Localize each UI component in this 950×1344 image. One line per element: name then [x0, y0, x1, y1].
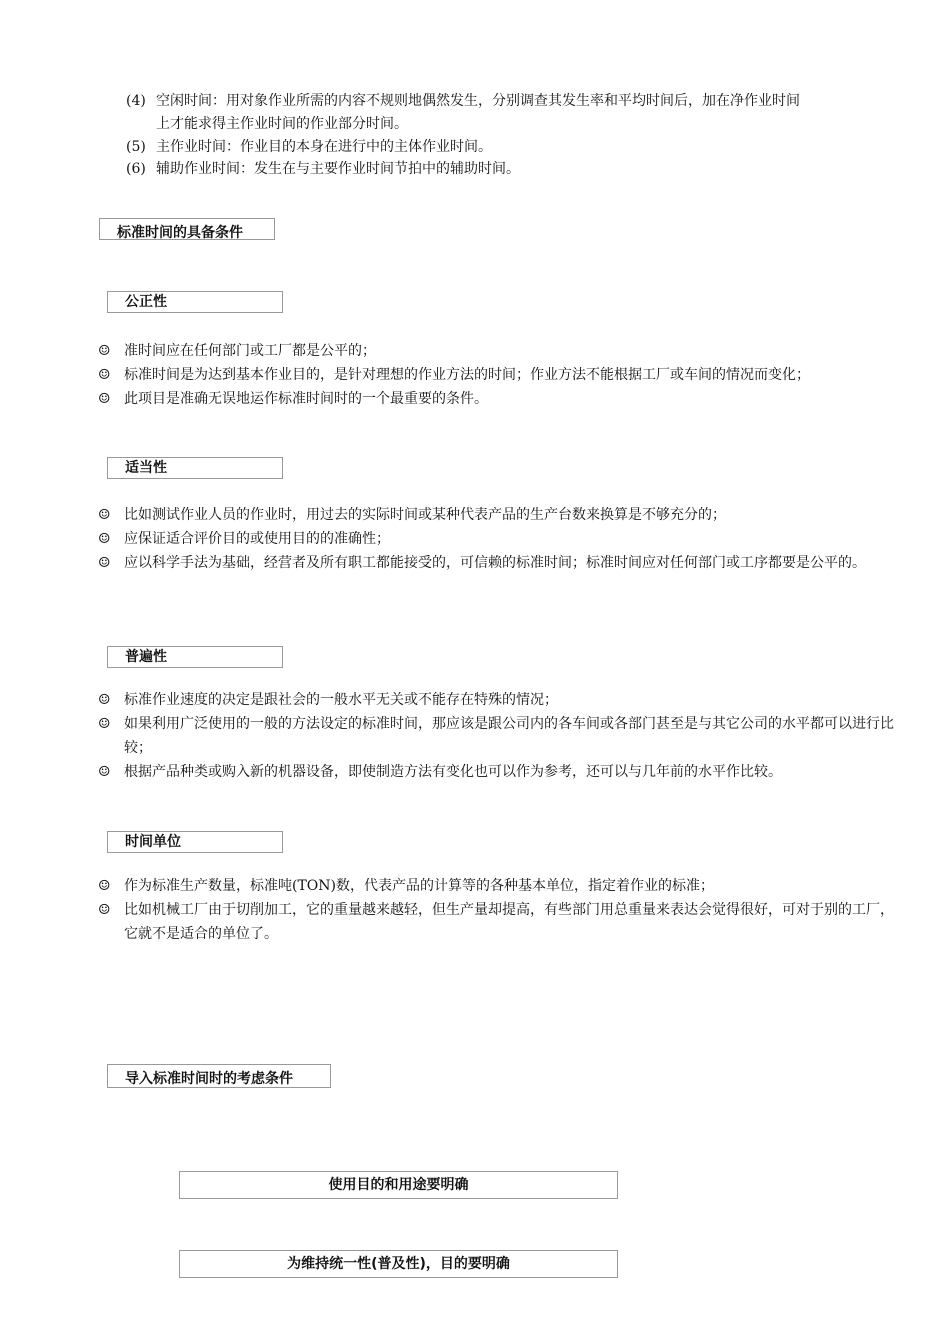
list-item-text: 比如机械工厂由于切削加工，它的重量越来越轻，但生产量却提高，有些部门用总重量来表达会觉得很好，可对于别的工厂，它就不是适合的单位了。: [124, 902, 894, 942]
list-item: [98, 688, 904, 712]
intro-item-continuation: 上才能求得主作业时间的作业部分时间。: [156, 116, 408, 132]
list-item: [98, 503, 904, 527]
list-item-text: 准时间应在任何部门或工厂都是公平的；: [124, 343, 376, 359]
list-item-text: 此项目是准确无误地运作标准时间时的一个最重要的条件。: [124, 391, 488, 407]
list-item: [98, 527, 904, 551]
consideration-box: 为维持统一性(普及性)，目的要明确: [179, 1250, 618, 1278]
intro-item: [126, 90, 800, 112]
smiley-bullet-icon: ☺: [98, 367, 111, 383]
consideration-box: 使用目的和用途要明确: [179, 1171, 618, 1199]
intro-item: [126, 136, 492, 158]
smiley-bullet-icon: ☺: [98, 692, 111, 708]
list-item: [98, 339, 904, 363]
item-text: 辅助作业时间：发生在与主要作业时间节拍中的辅助时间。: [156, 161, 520, 177]
list-item-text: 如果利用广泛使用的一般的方法设定的标准时间，那应该是跟公司内的各车间或各部门甚至是与其它公司的水平都可以进行比较；: [124, 716, 894, 756]
list-item-text: 根据产品种类或购入新的机器设备，即使制造方法有变化也可以作为参考，还可以与几年前的水平作比较。: [124, 764, 782, 780]
list-item: [98, 712, 904, 760]
smiley-bullet-icon: ☺: [98, 716, 111, 732]
heading-time-unit: 时间单位: [107, 831, 283, 853]
intro-item: [126, 158, 520, 180]
list-item-text: 比如测试作业人员的作业时，用过去的实际时间或某种代表产品的生产台数来换算是不够充分的；: [124, 507, 726, 523]
smiley-bullet-icon: ☺: [98, 531, 111, 547]
list-item: [98, 363, 904, 387]
list-item: [98, 551, 904, 575]
smiley-bullet-icon: ☺: [98, 507, 111, 523]
item-number: (5): [126, 139, 146, 155]
list-item-text: 应以科学手法为基础，经营者及所有职工都能接受的，可信赖的标准时间；标准时间应对任何部门或工序都要是公平的。: [124, 555, 866, 571]
smiley-bullet-icon: ☺: [98, 391, 111, 407]
smiley-bullet-icon: ☺: [98, 878, 111, 894]
list-item: [98, 760, 904, 784]
list-item-text: 作为标准生产数量，标准吨(TON)数，代表产品的计算等的各种基本单位，指定着作业的标准；: [124, 878, 714, 894]
smiley-bullet-icon: ☺: [98, 902, 111, 918]
list-item-text: 标准时间是为达到基本作业目的，是针对理想的作业方法的时间；作业方法不能根据工厂或车间的情况而变化；: [124, 367, 810, 383]
item-text: 主作业时间：作业目的本身在进行中的主体作业时间。: [156, 139, 492, 155]
section-title-requirements: 标准时间的具备条件: [99, 218, 275, 240]
item-number: (6): [126, 161, 146, 177]
list-item: [98, 387, 904, 411]
item-text: 空闲时间：用对象作业所需的内容不规则地偶然发生，分别调查其发生率和平均时间后，加在净作业时间: [156, 93, 800, 109]
smiley-bullet-icon: ☺: [98, 343, 111, 359]
list-item: [98, 898, 904, 946]
heading-universality: 普遍性: [107, 646, 283, 668]
item-number: (4): [126, 93, 146, 109]
list-item: [98, 874, 904, 898]
list-item-text: 应保证适合评价目的或使用目的的准确性；: [124, 531, 390, 547]
list-item-text: 标准作业速度的决定是跟社会的一般水平无关或不能存在特殊的情况；: [124, 692, 558, 708]
section-title-considerations: 导入标准时间时的考虑条件: [107, 1064, 331, 1088]
heading-appropriateness: 适当性: [107, 457, 283, 479]
smiley-bullet-icon: ☺: [98, 555, 111, 571]
heading-fairness: 公正性: [107, 291, 283, 313]
smiley-bullet-icon: ☺: [98, 764, 111, 780]
